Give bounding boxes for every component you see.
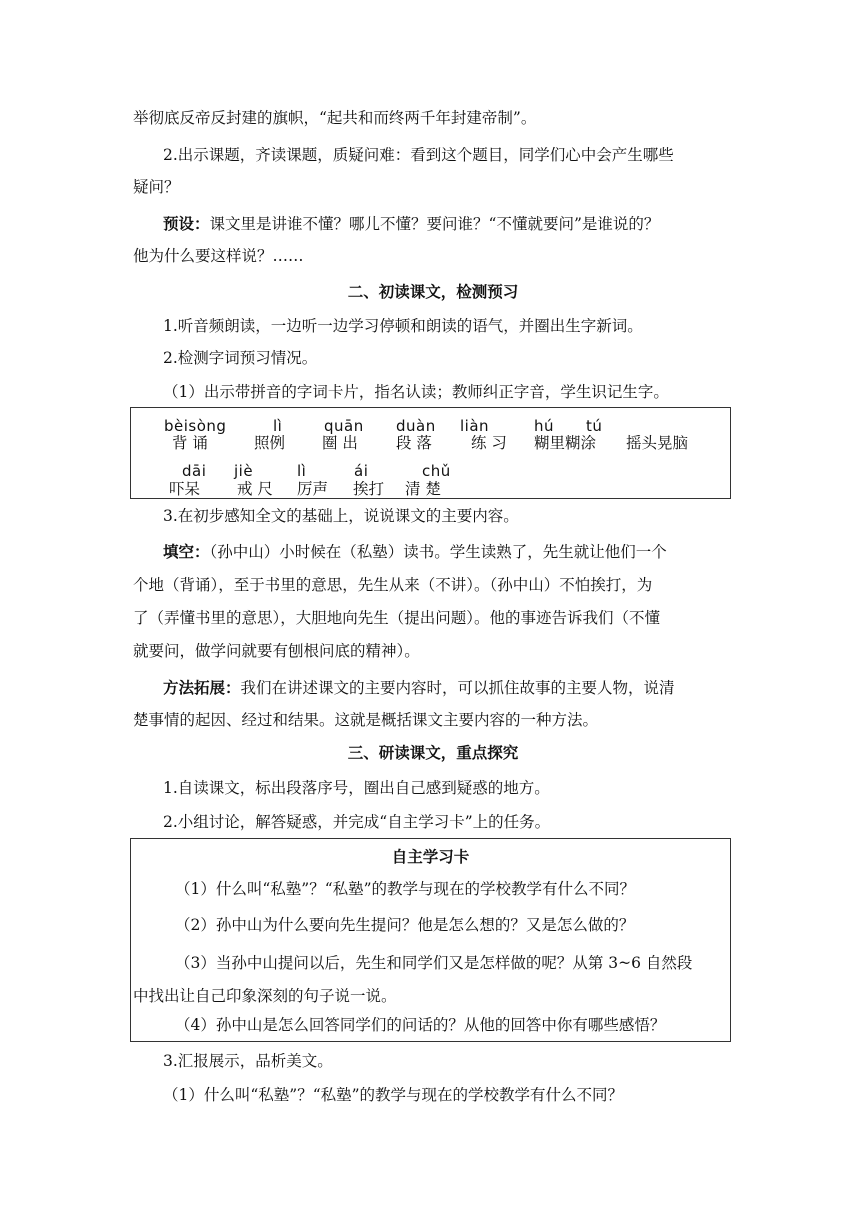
fill-paragraph-line2: 个地（背诵），至于书里的意思，先生从来（不讲）。（孙中山）不怕挨打，为 bbox=[133, 576, 653, 594]
section2-item-1: 1.听音频朗读，一边听一边学习停顿和朗读的语气，并圈出生字新词。 bbox=[163, 317, 643, 335]
method-paragraph-line2: 楚事情的起因、经过和结果。这就是概括课文主要内容的一种方法。 bbox=[133, 711, 599, 729]
pinyin: quān bbox=[324, 417, 364, 435]
section3-item-3-sub: （1）什么叫“私塾”？“私塾”的教学与现在的学校教学有什么不同？ bbox=[163, 1086, 624, 1104]
intro-item-2-line1: 2.出示课题，齐读课题，质疑问难：看到这个题目，同学们心中会产生哪些 bbox=[163, 146, 674, 164]
word: 厉声 bbox=[297, 480, 329, 498]
pinyin: duàn bbox=[396, 417, 436, 435]
study-card-title: 自主学习卡 bbox=[391, 847, 470, 866]
method-label: 方法拓展： bbox=[163, 678, 241, 697]
fill-text: （孙中山）小时候在（私塾）读书。学生读熟了，先生就让他们一个 bbox=[209, 543, 667, 561]
pinyin: dāi bbox=[182, 462, 207, 480]
section2-item-3: 3.在初步感知全文的基础上，说说课文的主要内容。 bbox=[163, 507, 519, 525]
pinyin: lì bbox=[297, 462, 307, 480]
fill-paragraph-line1 bbox=[163, 536, 733, 568]
word: 戒 尺 bbox=[237, 480, 273, 498]
pinyin: chǔ bbox=[422, 462, 451, 480]
pinyin: lì bbox=[273, 417, 283, 435]
word: 吓呆 bbox=[169, 480, 201, 498]
word: 挨打 bbox=[353, 480, 385, 498]
section-heading-2: 二、初读课文，检测预习 bbox=[347, 282, 519, 301]
preset-label: 预设： bbox=[163, 214, 210, 233]
word: 呆 bbox=[184, 480, 201, 498]
section3-item-1: 1.自读课文，标出段落序号，圈出自己感到疑惑的地方。 bbox=[163, 779, 550, 797]
study-card-question-3-line2: 中找出让自己印象深刻的句子说一说。 bbox=[133, 987, 397, 1005]
fill-paragraph-line3: 了（弄懂书里的意思），大胆地向先生（提出问题）。他的事迹告诉我们（不懂 bbox=[133, 609, 661, 627]
fill-label: 填空： bbox=[163, 542, 210, 561]
study-card-question-3-line1: （3）当孙中山提问以后，先生和同学们又是怎样做的呢？从第 3~6 自然段 bbox=[175, 954, 693, 972]
study-card bbox=[130, 838, 731, 1042]
pinyin: hú bbox=[534, 417, 555, 435]
study-card-question-2: （2）孙中山为什么要向先生提问？他是怎么想的？又是怎么做的？ bbox=[175, 916, 635, 934]
word: 摇头晃脑 bbox=[626, 434, 689, 452]
word: 圈 出 bbox=[322, 434, 358, 452]
preset-paragraph-line1 bbox=[163, 208, 733, 240]
study-card-question-1: （1）什么叫“私塾”？“私塾”的教学与现在的学校教学有什么不同？ bbox=[175, 880, 636, 898]
word: 练 习 bbox=[471, 434, 507, 452]
fill-paragraph-line4: 就要问，做学问就要有刨根问底的精神）。 bbox=[133, 642, 420, 660]
section3-item-3: 3.汇报展示，品析美文。 bbox=[163, 1052, 333, 1070]
pinyin-word-card bbox=[130, 407, 731, 499]
section2-item-2-sub: （1）出示带拼音的字词卡片，指名认读；教师纠正字音，学生识记生字。 bbox=[163, 383, 669, 401]
preset-paragraph-line2: 他为什么要这样说？…… bbox=[133, 247, 304, 265]
intro-line: 举彻底反帝反封建的旗帜，“起共和而终两千年封建帝制”。 bbox=[133, 109, 537, 127]
section-heading-3: 三、研读课文，重点探究 bbox=[347, 743, 519, 762]
preset-text: 课文里是讲谁不懂？哪儿不懂？要问谁？“不懂就要问”是谁说的？ bbox=[209, 215, 660, 233]
pinyin: liàn bbox=[460, 417, 490, 435]
word: 清 楚 bbox=[405, 480, 441, 498]
word: 背 诵 bbox=[172, 434, 208, 452]
word: 照例 bbox=[254, 434, 286, 452]
section2-item-2: 2.检测字词预习情况。 bbox=[163, 349, 318, 367]
method-paragraph-line1 bbox=[163, 672, 733, 704]
intro-item-2-line2: 疑问？ bbox=[133, 178, 180, 196]
pinyin: bèisòng bbox=[164, 417, 227, 435]
word: 段 落 bbox=[396, 434, 432, 452]
pinyin: ái bbox=[354, 462, 369, 480]
study-card-question-4: （4）孙中山是怎么回答同学们的问话的？从他的回答中你有哪些感悟？ bbox=[175, 1016, 666, 1034]
section3-item-2: 2.小组讨论，解答疑惑，并完成“自主学习卡”上的任务。 bbox=[163, 813, 551, 831]
pinyin: tú bbox=[586, 417, 603, 435]
pinyin: jiè bbox=[234, 462, 254, 480]
word: 糊里糊涂 bbox=[534, 434, 597, 452]
method-text: 我们在讲述课文的主要内容时，可以抓住故事的主要人物，说清 bbox=[240, 679, 675, 697]
